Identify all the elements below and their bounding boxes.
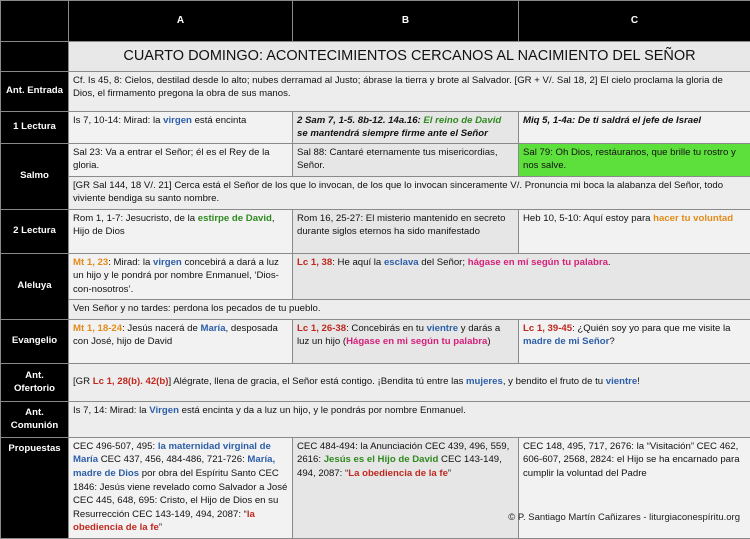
aleluya-label: Aleluya bbox=[1, 253, 69, 319]
aleluya-ven-row bbox=[1, 299, 750, 319]
lectura1-label: 1 Lectura bbox=[1, 111, 69, 143]
highlight: virgen bbox=[153, 257, 182, 268]
column-a-header: A bbox=[69, 1, 293, 42]
highlight: la obediencia de la fe bbox=[73, 509, 255, 534]
highlight: vientre bbox=[606, 376, 637, 387]
column-b-header: B bbox=[293, 1, 519, 42]
comunion-text: Is 7, 14: Mirad: la Virgen está encinta y da a luz un hijo, y le pondrás por nombre Enmanuel. bbox=[69, 401, 750, 437]
title-row bbox=[1, 42, 750, 72]
evangelio-c: Lc 1, 39-45: ¿Quién soy yo para que me visite la madre de mi Señor? bbox=[519, 319, 750, 363]
column-c-header: C bbox=[519, 1, 750, 42]
comunion-row bbox=[1, 401, 750, 437]
propuestas-b: CEC 484-494: la Anunciación CEC 439, 496, 559, 2616: Jesús es el Hijo de David CEC 143-149, 494, 2087: “La obediencia de la fe” bbox=[293, 437, 519, 538]
header-row bbox=[1, 1, 750, 42]
aleluya-a: Mt 1, 23: Mirad: la virgen concebirá a dará a luz un hijo y le pondrá por nombre Enmanuel, ‘Dios-con-nosotros’. bbox=[69, 253, 293, 299]
highlight: La obediencia de la fe bbox=[348, 468, 448, 479]
highlight: mujeres bbox=[466, 376, 503, 387]
evangelio-b: Lc 1, 26-38: Concebirás en tu vientre y darás a luz un hijo (Hágase en mi según tu palabra) bbox=[293, 319, 519, 363]
salmo-row bbox=[1, 143, 750, 176]
highlight: María bbox=[200, 323, 225, 334]
highlight: esclava bbox=[384, 257, 419, 268]
highlight: María, madre de Dios bbox=[73, 454, 275, 479]
highlight: vientre bbox=[427, 323, 458, 334]
entrada-label: Ant. Entrada bbox=[1, 71, 69, 111]
propuestas-label: Propuestas bbox=[1, 437, 69, 538]
evangelio-a: Mt 1, 18-24: Jesús nacerá de María, desposada con José, hijo de David bbox=[69, 319, 293, 363]
aleluya-row bbox=[1, 253, 750, 299]
evangelio-row bbox=[1, 319, 750, 363]
ofertorio-text: [GR Lc 1, 28(b). 42(b)] Alégrate, llena de gracia, el Señor está contigo. ¡Bendita tú entre las mujeres, y bendito el fruto de tu vientre! bbox=[69, 363, 750, 401]
lectura2-label: 2 Lectura bbox=[1, 209, 69, 253]
lectura1-b: 2 Sam 7, 1-5. 8b-12. 14a.16: El reino de David se mantendrá siempre firme ante el Señor bbox=[293, 111, 519, 143]
salmo-a: Sal 23: Va a entrar el Señor; él es el Rey de la gloria. bbox=[69, 143, 293, 176]
lectura1-a: Is 7, 10-14: Mirad: la virgen está encinta bbox=[69, 111, 293, 143]
lectura2-b: Rom 16, 25-27: El misterio mantenido en secreto durante siglos eternos ha sido manifestado bbox=[293, 209, 519, 253]
title-label bbox=[1, 42, 69, 72]
lectura2-a: Rom 1, 1-7: Jesucristo, de la estirpe de David, Hijo de Dios bbox=[69, 209, 293, 253]
propuestas-c: CEC 148, 495, 717, 2676: la “Visitación” CEC 462, 606-607, 2568, 2824: el Hijo se ha encarnado para cumplir la voluntad del Padre bbox=[519, 437, 750, 538]
corner-cell bbox=[1, 1, 69, 42]
highlight: El reino de David bbox=[423, 115, 501, 126]
highlight: Hágase en mi según tu palabra bbox=[346, 336, 487, 347]
highlight: Virgen bbox=[149, 405, 179, 416]
propuestas-a: CEC 496-507, 495: la maternidad virginal de María CEC 437, 456, 484-486, 721-726: María, madre de Dios por obra del Espíritu Santo CEC 1846: Jesús viene revelado como Salvador a José CEC 445, 648, 695: Cristo, el Hijo de Dios en su Resurrección CEC 143-149, 494, 2087: “la obediencia de la fe” bbox=[69, 437, 293, 538]
highlight: virgen bbox=[163, 115, 192, 126]
salmo-label: Salmo bbox=[1, 143, 69, 209]
lectura2-c: Heb 10, 5-10: Aquí estoy para hacer tu voluntad bbox=[519, 209, 750, 253]
salmo-c: Sal 79: Oh Dios, restáuranos, que brille tu rostro y nos salve. bbox=[519, 143, 750, 176]
aleluya-bc: Lc 1, 38: He aquí la esclava del Señor; hágase en mí según tu palabra. bbox=[293, 253, 750, 299]
salmo-gr: [GR Sal 144, 18 V/. 21] Cerca está el Señor de los que lo invocan, de los que lo invocan sinceramente V/. Pronuncia mi boca la alabanza del Señor, todo viviente bendiga su santo nombre. bbox=[69, 176, 750, 209]
evangelio-label: Evangelio bbox=[1, 319, 69, 363]
highlight: madre de mi Señor bbox=[523, 336, 609, 347]
salmo-b: Sal 88: Cantaré eternamente tus misericordias, Señor. bbox=[293, 143, 519, 176]
highlight: estirpe de David bbox=[198, 213, 272, 224]
highlight: Jesús es el Hijo de David bbox=[324, 454, 439, 465]
aleluya-ven: Ven Señor y no tardes: perdona los pecados de tu pueblo. bbox=[69, 299, 750, 319]
highlight: hacer tu voluntad bbox=[653, 213, 733, 224]
highlight: la maternidad virginal de María bbox=[73, 441, 271, 466]
page-title: CUARTO DOMINGO: ACONTECIMIENTOS CERCANOS AL NACIMIENTO DEL SEÑOR bbox=[69, 42, 750, 72]
lectura2-row bbox=[1, 209, 750, 253]
entrada-row bbox=[1, 71, 750, 111]
lectura1-row bbox=[1, 111, 750, 143]
ofertorio-row bbox=[1, 363, 750, 401]
highlight: hágase en mí según tu palabra bbox=[468, 257, 608, 268]
lectura1-c: Miq 5, 1-4a: De ti saldrá el jefe de Israel bbox=[519, 111, 750, 143]
footer-credit: © P. Santiago Martín Cañizares - liturgiaconespíritu.org bbox=[508, 512, 740, 523]
comunion-label: Ant. Comunión bbox=[1, 401, 69, 437]
salmo-gr-row bbox=[1, 176, 750, 209]
ofertorio-label: Ant. Ofertorio bbox=[1, 363, 69, 401]
entrada-text: Cf. Is 45, 8: Cielos, destilad desde lo alto; nubes derramad al Justo; ábrase la tierra y brote al Salvador. [GR + V/. Sal 18, 2] El cielo proclama la gloria de Dios, el firmamento pregona la obra de sus manos. bbox=[69, 71, 750, 111]
propuestas-row bbox=[1, 437, 750, 538]
